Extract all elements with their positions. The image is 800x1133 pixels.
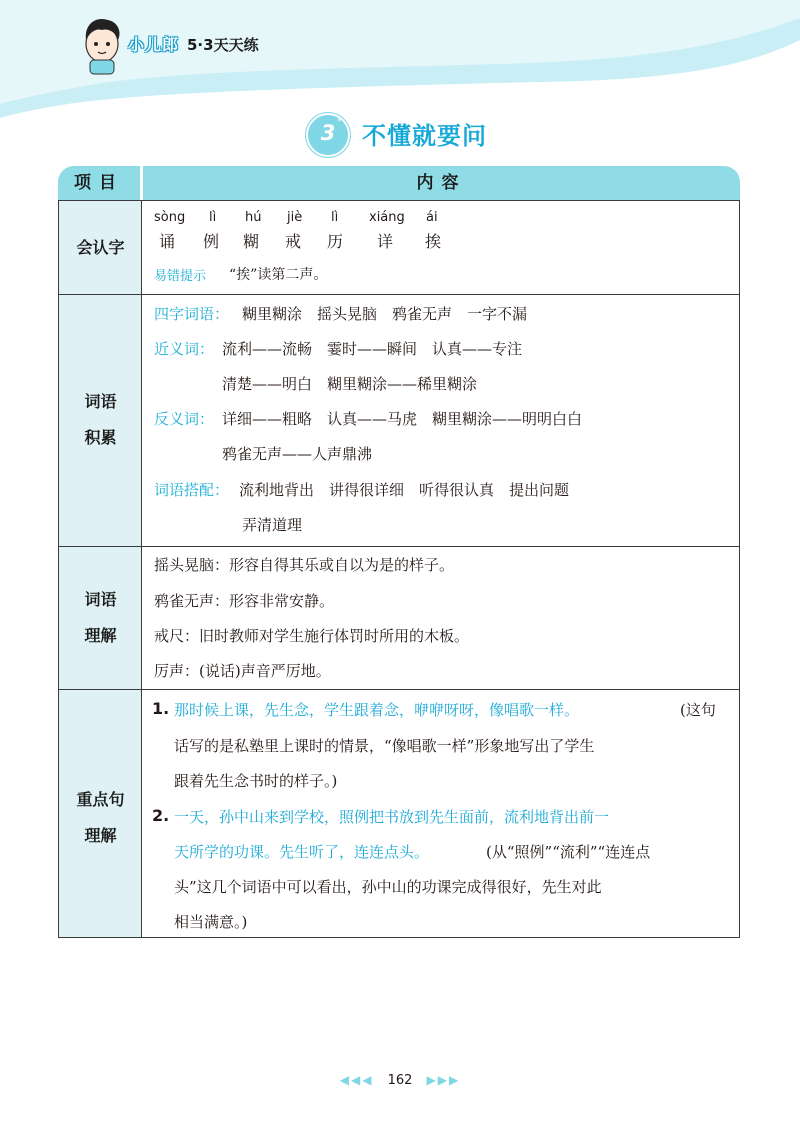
character: 详 [377,232,394,251]
section-label-meaning: 理解 [84,626,117,645]
row-divider [59,546,739,547]
vocab-key-four-char: 四字词语： [154,305,230,323]
brand-logo: 小儿郎 [128,35,180,54]
vocab-key-synonym: 近义词： [154,340,215,358]
table-header-item: 项目 [58,166,140,200]
vocab-key-antonym: 反义词： [154,410,215,428]
mascot-boy-icon [78,14,126,76]
brand-series: 5·3天天练 [187,36,259,54]
section-label-vocab: 积累 [84,428,117,447]
key-sentence-note: (从“照例”“流利”“连连点 [486,843,651,861]
left-arrows-icon: ◀◀◀ [339,1073,374,1087]
hint-text: “挨”读第二声。 [229,267,328,283]
pinyin: hú [245,210,262,225]
meaning-line: 摇头晃脑：形容自得其乐或自以为是的样子。 [154,556,455,574]
hint-label: 易错提示 [154,269,207,284]
section-label-key-sentences: 理解 [84,826,117,845]
vocab-line: 清楚——明白 糊里糊涂——稀里糊涂 [222,375,478,393]
character: 例 [203,232,220,251]
key-sentence-quote: 那时候上课，先生念，学生跟着念，咿咿呀呀，像唱歌一样。 [174,701,580,719]
page-footer [0,1073,800,1088]
pinyin: ái [426,210,438,225]
key-sentence-note: 头”这几个词语中可以看出，孙中山的功课完成得很好，先生对此 [174,878,602,896]
vocab-line: 详细——粗略 认真——马虎 糊里糊涂——明明白白 [222,410,583,428]
character: 挨 [425,232,442,251]
character: 诵 [159,232,176,251]
key-sentence-note: 跟着先生念书时的样子。) [174,772,338,790]
lesson-star: * [337,117,342,127]
section-label-meaning: 词语 [84,590,117,609]
vocab-line: 鸦雀无声——人声鼎沸 [222,445,373,463]
key-sentence-quote: 一天，孙中山来到学校，照例把书放到先生面前，流利地背出前一 [174,808,610,826]
section-label-vocab: 词语 [84,392,117,411]
right-arrows-icon: ▶▶▶ [426,1073,461,1087]
lesson-number: 3 [320,121,336,145]
meaning-line: 厉声：(说话)声音严厉地。 [154,662,331,680]
character: 戒 [285,232,302,251]
vocab-line: 糊里糊涂 摇头晃脑 鸦雀无声 一字不漏 [242,305,528,323]
pinyin: sòng [154,210,186,225]
lesson-number-badge [306,113,350,157]
lesson-title: 不懂就要问 [362,122,487,150]
vocab-key-collocation: 词语搭配： [154,481,230,499]
vocab-line: 弄清道理 [242,516,303,534]
character: 历 [327,232,344,251]
key-sentence-quote: 天所学的功课。先生听了，连连点头。 [174,843,430,861]
vocab-line: 流利——流畅 霎时——瞬间 认真——专注 [222,340,523,358]
meaning-line: 戒尺：旧时教师对学生施行体罚时所用的木板。 [154,627,470,645]
row-divider [59,689,739,690]
content-table [58,200,740,938]
pinyin: xiáng [369,210,405,225]
character: 糊 [243,232,260,251]
section-label-literacy: 会认字 [76,238,125,257]
pinyin: lì [331,210,339,225]
section-label-key-sentences: 重点句 [76,790,125,809]
brand-header [70,14,330,84]
row-divider [59,294,739,295]
item-number: 2. [152,806,170,825]
pinyin: lì [209,210,217,225]
key-sentence-note: (这句 [680,701,716,719]
key-sentence-note: 相当满意。) [174,913,248,931]
pinyin: jiè [287,210,303,225]
key-sentence-note: 话写的是私塾里上课时的情景，“像唱歌一样”形象地写出了学生 [174,737,595,755]
vocab-line: 流利地背出 讲得很详细 听得很认真 提出问题 [239,481,570,499]
item-number: 1. [152,699,170,718]
page-number: 162 [387,1073,413,1088]
table-header-content: 内容 [143,166,740,200]
meaning-line: 鸦雀无声：形容非常安静。 [154,592,335,610]
